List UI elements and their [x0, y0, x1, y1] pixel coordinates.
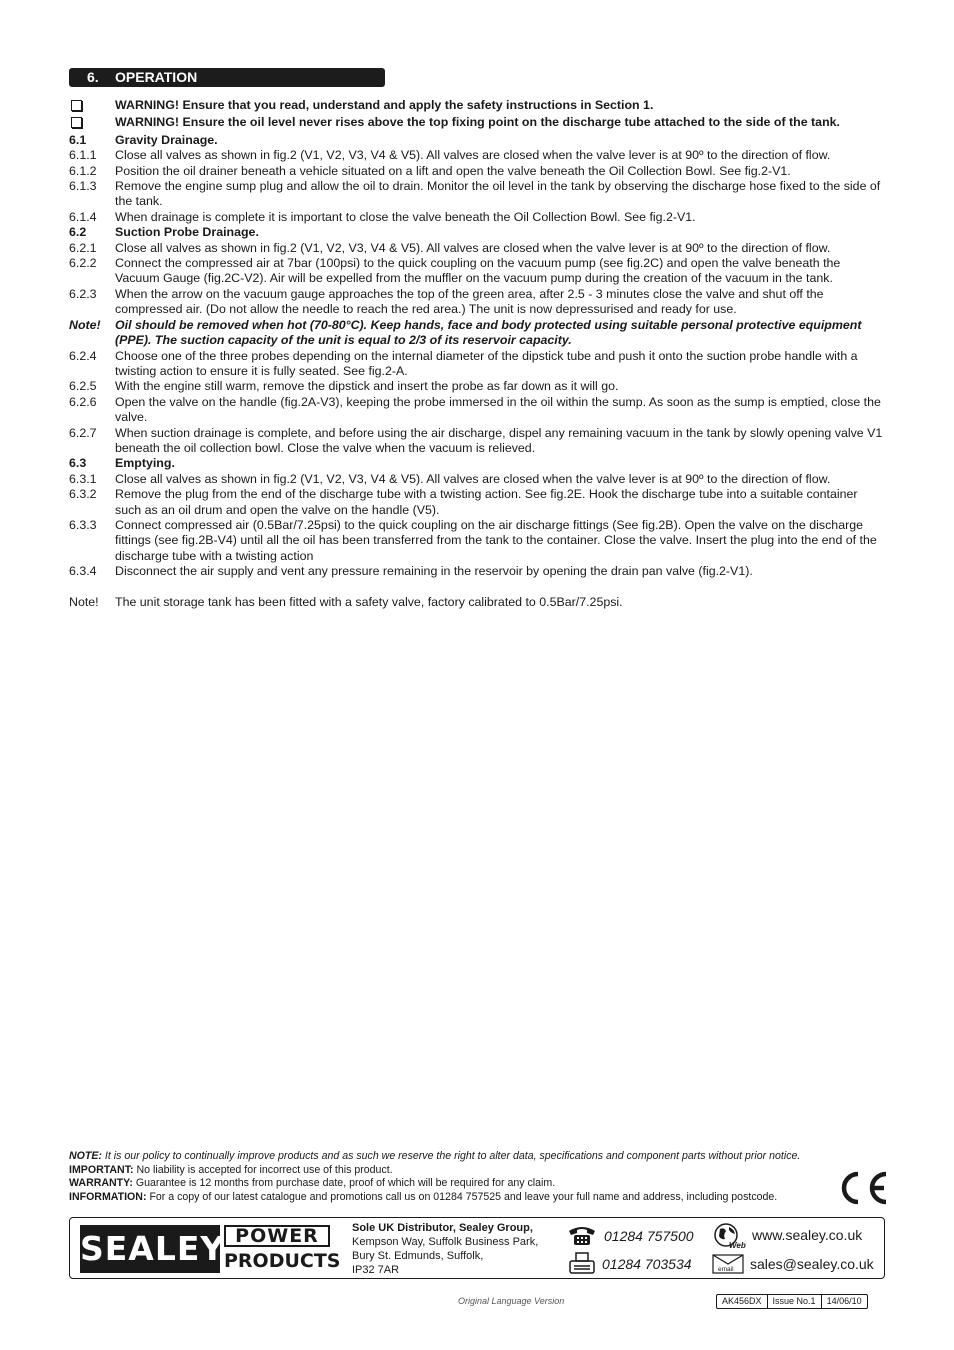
step-number: Note! [69, 317, 101, 332]
doc-date: 14/06/10 [821, 1295, 867, 1308]
step-text: Choose one of the three probes depending on the internal diameter of the dipstick tube and push it onto the suction probe handle with a twisting action to ensure it is fully seated. See fig.2-A. [115, 348, 858, 378]
step-number: 6.2.7 [69, 425, 97, 440]
svg-text:Web: Web [729, 1241, 746, 1250]
warranty-line: WARRANTY: Guarantee is 12 months from purchase date, proof of which will be required for any claim. [69, 1177, 556, 1189]
step-text: Open the valve on the handle (fig.2A-V3), keeping the probe immersed in the oil within the sump. As soon as the sump is emptied, close the valve. [115, 394, 881, 425]
step-number: 6.1 [69, 132, 87, 147]
step-number: 6.3.4 [69, 564, 97, 579]
step-number: 6.2.5 [69, 379, 97, 394]
envelope-icon [712, 1254, 744, 1274]
step-text: Gravity Drainage. [115, 132, 218, 147]
step-number: 6.2.3 [69, 286, 97, 301]
step-text: Connect compressed air (0.5Bar/7.25psi) to the quick coupling on the air discharge fittings (See fig.2B). Open the valve on the discharge fittings (see fig.2B-V4) until all the oil has been transferred from the tank to the container. Close the valve. Insert the plug into the end of the discharge tube with a twisting action [115, 517, 877, 563]
distributor-address: Sole UK Distributor, Sealey Group, Kempson Way, Suffolk Business Park, Bury St. Edmunds, Suffolk, IP32 7AR [352, 1222, 539, 1276]
step-row [69, 472, 884, 487]
step-row [69, 395, 884, 426]
information-line: INFORMATION: For a copy of our latest catalogue and promotions call us on 01284 757525 and leave your full name and address, including postcode. [69, 1190, 778, 1203]
step-text: The unit storage tank has been fitted with a safety valve, factory calibrated to 0.5Bar/7.25psi. [115, 594, 623, 609]
doc-code: AK456DX [722, 1296, 762, 1306]
step-number: 6.3.2 [69, 487, 97, 502]
step-number: 6.2.6 [69, 394, 97, 409]
warning-row [69, 115, 884, 132]
step-text: When drainage is complete it is important to close the valve beneath the Oil Collection Bowl. See fig.2-V1. [115, 209, 696, 224]
step-row [69, 518, 884, 564]
step-row [69, 564, 884, 579]
step-text: Remove the engine sump plug and allow the oil to drain. Monitor the oil level in the tank by observing the discharge hose fixed to the side of the tank. [115, 179, 881, 209]
step-number: 6.3.3 [69, 517, 97, 532]
step-heading [69, 225, 884, 240]
sealey-logo: SEALEY [80, 1225, 220, 1273]
products-logo: PRODUCTS [224, 1250, 341, 1272]
step-row [69, 179, 884, 210]
important-line: IMPORTANT: No liability is accepted for incorrect use of this product. [69, 1163, 393, 1176]
step-row [69, 164, 884, 179]
checkbox-icon [71, 100, 82, 111]
step-row [69, 595, 884, 610]
step-text: When suction drainage is complete, and before using the air discharge, dispel any remaining vacuum in the tank by slowly opening valve V1 beneath the oil collection bowl. Close the valve when the vacuum is relieved. [115, 425, 883, 455]
section-number: 6. [87, 69, 99, 85]
fax-number[interactable]: 01284 703534 [602, 1256, 692, 1272]
ce-mark-icon [836, 1168, 890, 1208]
step-row [69, 256, 884, 287]
step-row [69, 210, 884, 225]
footer-notes [69, 1150, 869, 1204]
spacer [69, 580, 884, 595]
document-reference [716, 1294, 868, 1309]
step-row [69, 148, 884, 163]
step-text: Remove the plug from the end of the discharge tube with a twisting action. See fig.2E. Hook the discharge tube into a suitable container such as an oil drum and open the valve on the handle (V5). [115, 487, 858, 517]
step-row [69, 379, 884, 394]
step-number: 6.3 [69, 456, 87, 471]
step-text: WARNING! Ensure that you read, understand and apply the safety instructions in Section 1. [115, 98, 654, 112]
step-number: 6.1.2 [69, 163, 97, 178]
step-row [69, 426, 884, 457]
website-link[interactable]: www.sealey.co.uk [752, 1227, 863, 1243]
fax-icon [567, 1251, 597, 1275]
warning-row [69, 98, 884, 115]
step-text: With the engine still warm, remove the dipstick and insert the probe as far down as it will go. [115, 379, 619, 394]
operation-instructions [69, 98, 884, 610]
step-number: 6.2 [69, 225, 87, 240]
step-text: Disconnect the air supply and vent any pressure remaining in the reservoir by opening the drain pan valve (fig.2-V1). [115, 564, 753, 579]
step-text: Emptying. [115, 456, 175, 471]
checkbox-icon [69, 115, 115, 132]
checkbox-icon [69, 98, 115, 115]
note-row [69, 318, 884, 349]
step-text: Position the oil drainer beneath a vehicle situated on a lift and open the valve beneath the Oil Collection Bowl. See fig.2-V1. [115, 163, 791, 178]
step-heading [69, 456, 884, 471]
doc-issue: Issue No.1 [767, 1295, 821, 1308]
step-number: 6.1.3 [69, 179, 97, 194]
step-number: 6.3.1 [69, 471, 97, 486]
step-row [69, 241, 884, 256]
checkbox-icon [71, 117, 82, 128]
step-text: WARNING! Ensure the oil level never rises above the top fixing point on the discharge tube attached to the side of the tank. [115, 115, 840, 130]
step-text: Connect the compressed air at 7bar (100psi) to the quick coupling on the vacuum pump (see fig.2C) and open the valve beneath the Vacuum Gauge (fig.2C-V2). Air will be expelled from the muffler on the vacuum pump during the creation of the vacuum in the tank. [115, 256, 841, 286]
section-title: OPERATION [115, 69, 198, 85]
svg-text:email: email [718, 1266, 734, 1273]
step-number: 6.2.2 [69, 256, 97, 271]
email-link[interactable]: sales@sealey.co.uk [750, 1256, 874, 1272]
note-line: NOTE: It is our policy to continually improve products and as such we reserve the right to alter data, specifications and component parts without prior notice. [69, 1150, 801, 1162]
step-text: Suction Probe Drainage. [115, 225, 259, 240]
step-row [69, 349, 884, 380]
step-text: Close all valves as shown in fig.2 (V1, V2, V3, V4 & V5). All valves are closed when the valve lever is at 90º to the direction of flow. [115, 240, 831, 255]
step-row [69, 487, 884, 518]
step-number: 6.2.4 [69, 348, 97, 363]
step-text: Close all valves as shown in fig.2 (V1, V2, V3, V4 & V5). All valves are closed when the valve lever is at 90º to the direction of flow. [115, 148, 831, 163]
step-row [69, 287, 884, 318]
step-text: Oil should be removed when hot (70-80°C). Keep hands, face and body protected using suitable personal protective equipment (PPE). The suction capacity of the unit is equal to 2/3 of its reservoir capacity. [115, 317, 862, 348]
step-number: 6.1.4 [69, 209, 97, 224]
globe-icon [712, 1222, 748, 1250]
step-text: When the arrow on the vacuum gauge approaches the top of the green area, after 2.5 - 3 minutes close the valve and shut off the compressed air. (Do not allow the needle to reach the red area.) The unit is now depressurised and ready for use. [115, 286, 824, 317]
power-logo: POWER [224, 1225, 330, 1247]
step-number: 6.1.1 [69, 148, 97, 163]
section-header [69, 68, 385, 87]
step-number: Note! [69, 594, 99, 609]
telephone-icon [567, 1223, 597, 1247]
phone-number[interactable]: 01284 757500 [604, 1228, 694, 1244]
original-language-label: Original Language Version [458, 1296, 565, 1306]
step-text: Close all valves as shown in fig.2 (V1, V2, V3, V4 & V5). All valves are closed when the valve lever is at 90º to the direction of flow. [115, 471, 831, 486]
step-number: 6.2.1 [69, 240, 97, 255]
step-heading [69, 133, 884, 148]
contact-footer [69, 1217, 885, 1279]
